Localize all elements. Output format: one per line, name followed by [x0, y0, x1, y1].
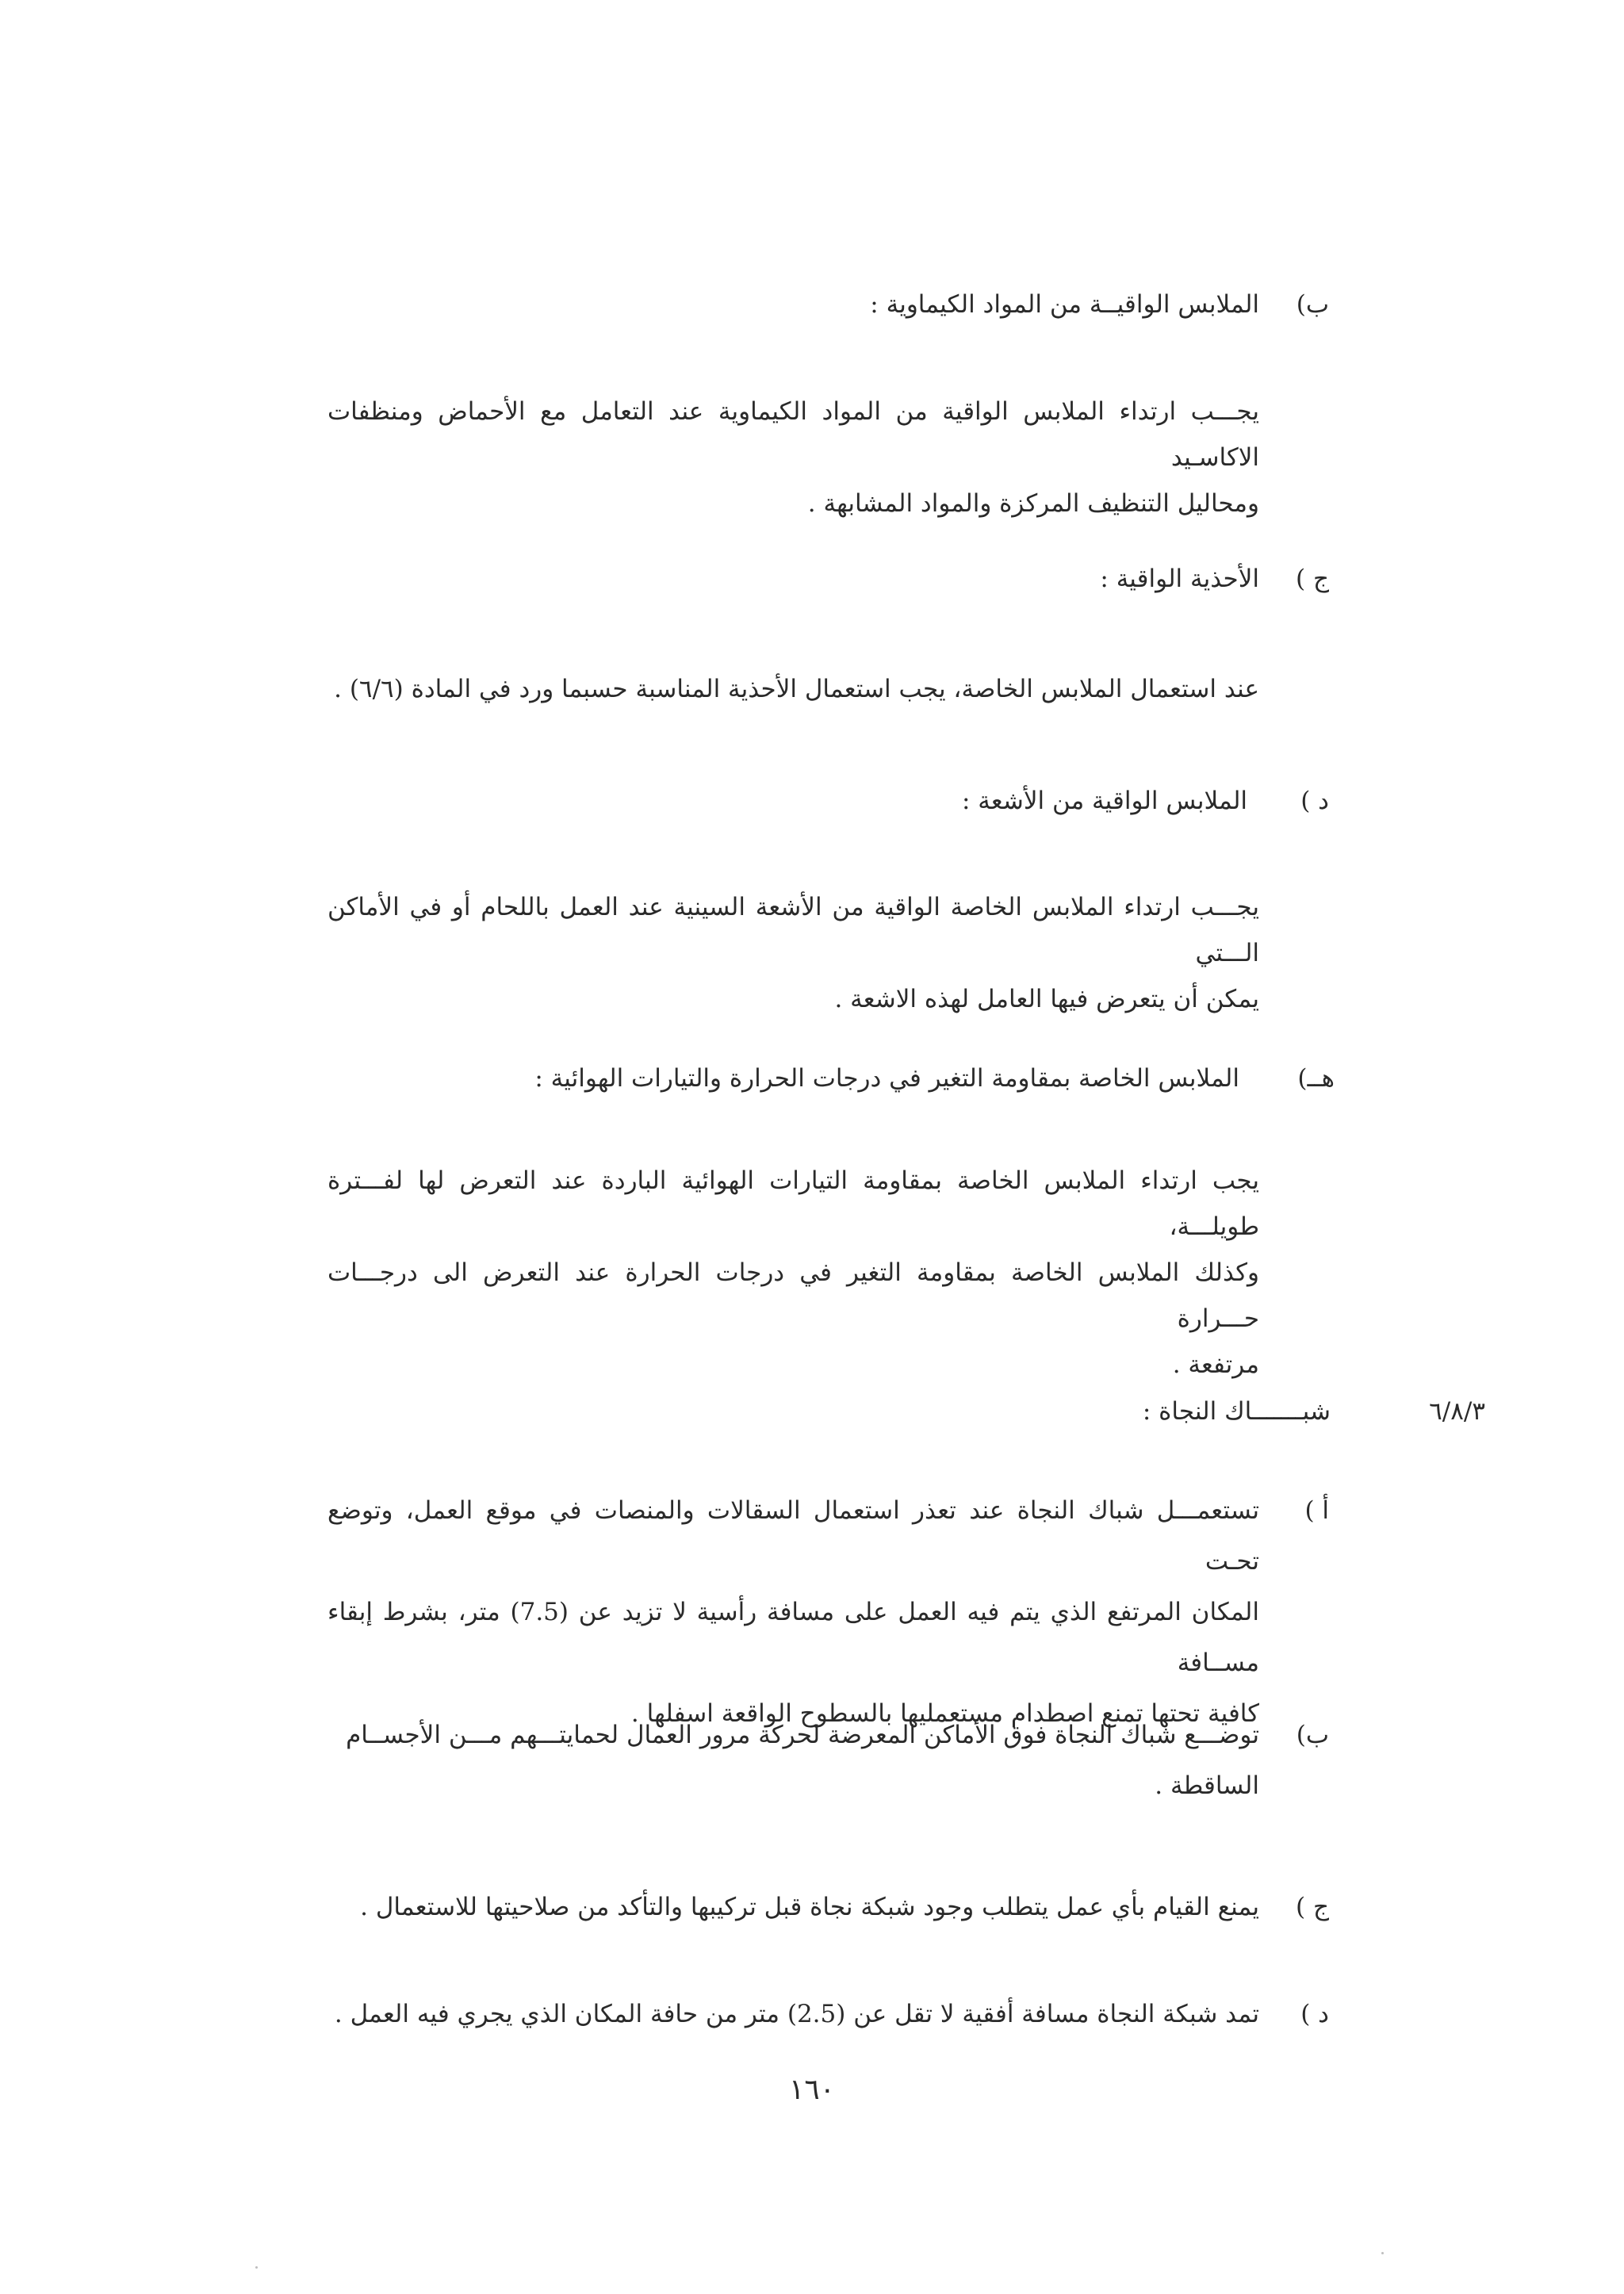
clause-item-d-text [327, 1989, 1259, 2039]
clause-item-a-line-3: كافية تحتها تمنع اصطدام مستعمليها بالسطوح الواقعة اسفلها . [630, 1699, 1259, 1728]
clause-item-b-line-2: الساقطة . [1155, 1771, 1259, 1800]
clause-item-d-line-1: تمد شبكة النجاة مسافة أفقية لا تقل عن (2.5) متر من حافة المكان الذي يجري فيه العمل . [334, 2000, 1259, 2028]
section-b-body [327, 389, 1259, 527]
page-number: ١٦٠ [788, 2074, 835, 2106]
scan-speck [255, 2266, 258, 2269]
clause-item-b-text [327, 1710, 1259, 1811]
section-b-line-2: ومحاليل التنظيف المركزة والمواد المشابهة . [807, 489, 1259, 518]
clause-item-a-line-2: المكان المرتفع الذي يتم فيه العمل على مسافة رأسية لا تزيد عن (7.5) متر، بشرط إبقاء مســافة [327, 1598, 1259, 1677]
section-b-line-1: يجـــب ارتداء الملابس الواقية من المواد الكيماوية عند التعامل مع الأحماض ومنظفات الاكاسـيد [327, 397, 1259, 472]
section-j-line-1: عند استعمال الملابس الخاصة، يجب استعمال الأحذية المناسبة حسبما ورد في المادة (٦/٦) . [334, 675, 1259, 703]
section-d-body [327, 884, 1259, 1022]
section-h-marker: هــ) [1297, 1064, 1335, 1093]
section-h-line-2: وكذلك الملابس الخاصة بمقاومة التغير في درجات الحرارة عند التعرض الى درجـــات حـــرارة [327, 1258, 1259, 1333]
section-d-title: الملابس الواقية من الأشعة : [961, 787, 1247, 815]
clause-item-b-line-1: توضـــع شباك النجاة فوق الأماكن المعرضة لحركة مرور العمال لحمايتـــهم مـــن الأجســام [346, 1721, 1259, 1749]
section-d-line-1: يجـــب ارتداء الملابس الخاصة الواقية من الأشعة السينية عند العمل باللحام أو في الأماكن الـــتي [327, 893, 1259, 967]
section-d-line-2: يمكن أن يتعرض فيها العامل لهذه الاشعة . [834, 985, 1259, 1013]
section-j-title: الأحذية الواقية : [1100, 565, 1259, 593]
section-d-marker: د ) [1300, 787, 1329, 815]
section-b-marker: ب) [1296, 290, 1329, 319]
clause-item-b-marker: ب) [1296, 1721, 1329, 1749]
clause-item-a-line-1: تستعمـــل شباك النجاة عند تعذر استعمال السقالات والمنصات في موقع العمل، وتوضع تحـت [327, 1496, 1259, 1576]
clause-title: شبـــــــاك النجاة : [1142, 1397, 1331, 1426]
section-j-body [327, 666, 1259, 712]
section-j-marker: ج ) [1296, 565, 1329, 593]
section-h-line-1: يجب ارتداء الملابس الخاصة بمقاومة التيارات الهوائية الباردة عند التعرض لها لفـــترة طويلـــة، [327, 1166, 1259, 1241]
section-h-line-3: مرتفعة . [1172, 1350, 1259, 1379]
clause-number: ٦/٨/٣ [1429, 1397, 1485, 1426]
clause-item-a-marker: أ ) [1304, 1496, 1329, 1525]
section-b-title: الملابس الواقيــة من المواد الكيماوية : [870, 290, 1259, 319]
clause-item-a-text [327, 1485, 1259, 1739]
clause-item-c-marker: ج ) [1296, 1893, 1329, 1921]
section-h-body [327, 1158, 1259, 1388]
section-h-title: الملابس الخاصة بمقاومة التغير في درجات الحرارة والتيارات الهوائية : [534, 1064, 1239, 1093]
clause-item-c-text [327, 1882, 1259, 1932]
scan-speck [1381, 2252, 1384, 2254]
clause-item-c-line-1: يمنع القيام بأي عمل يتطلب وجود شبكة نجاة قبل تركيبها والتأكد من صلاحيتها للاستعمال . [360, 1893, 1259, 1921]
clause-item-d-marker: د ) [1300, 2000, 1329, 2028]
